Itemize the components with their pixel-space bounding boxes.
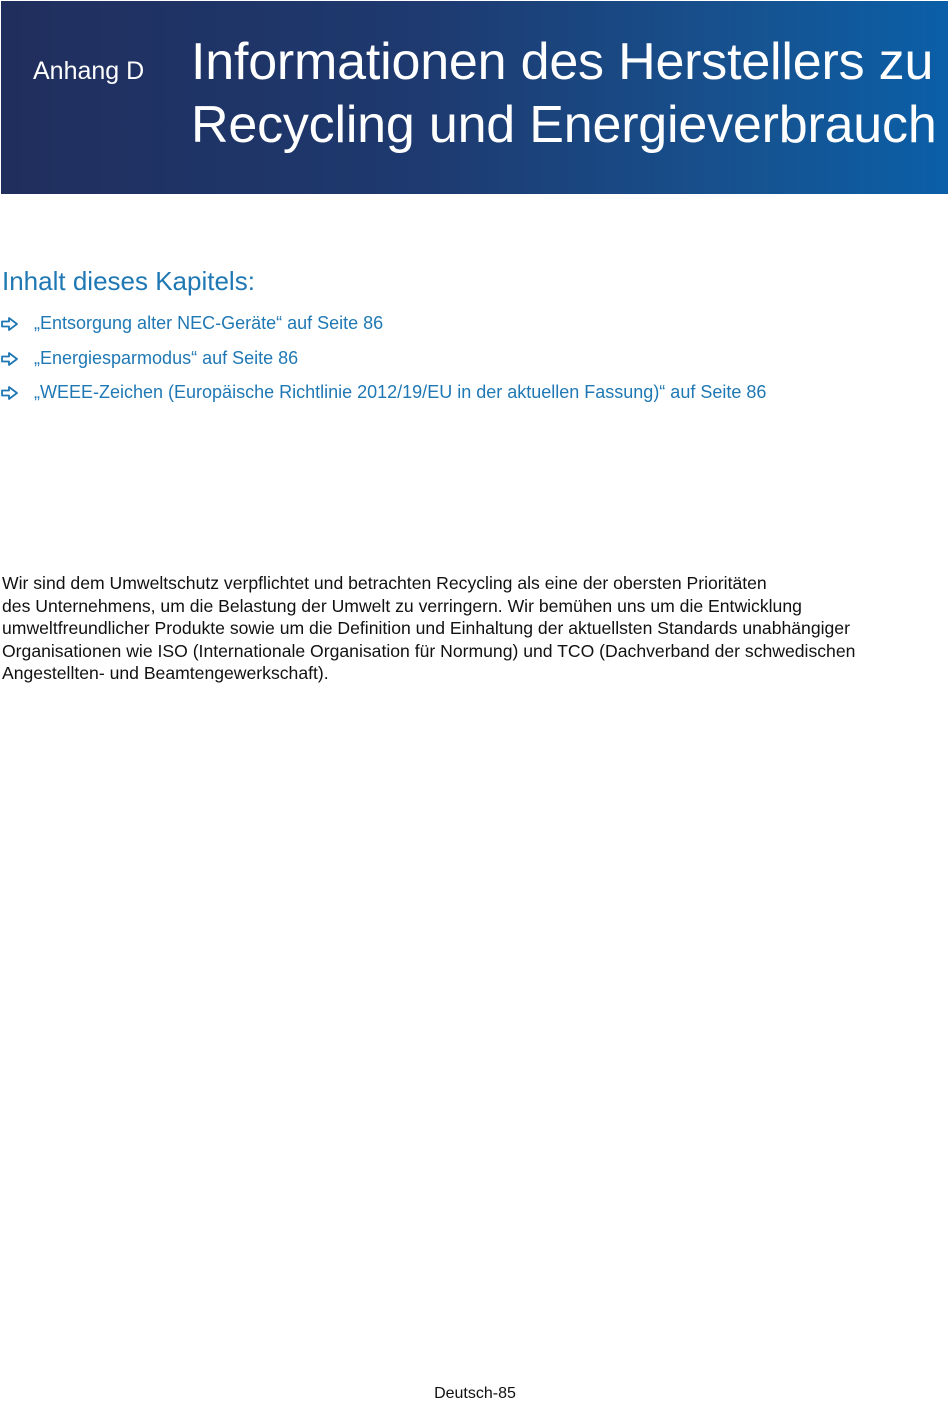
page-number: Deutsch-85 — [434, 1385, 516, 1402]
arrow-right-outline-icon — [0, 316, 20, 332]
chapter-header-banner — [1, 1, 948, 194]
toc-item[interactable] — [0, 379, 766, 414]
appendix-label: Anhang D — [33, 57, 145, 85]
toc-item[interactable] — [0, 345, 766, 380]
toc-item[interactable] — [0, 310, 766, 345]
toc-link-entsorgung[interactable]: „Entsorgung alter NEC-Geräte“ auf Seite 86 — [34, 313, 384, 333]
intro-line: Organisationen wie ISO (Internationale Organisation für Normung) und TCO (Dachverband der schwedischen — [2, 640, 856, 661]
intro-line: des Unternehmens, um die Belastung der Umwelt zu verringern. Wir bemühen uns um die Entwicklung — [2, 595, 802, 616]
chapter-title-line-2: Recycling und Energieverbrauch — [191, 96, 937, 154]
intro-line: Angestellten- und Beamtengewerkschaft). — [2, 663, 329, 683]
toc-link-weee[interactable]: „WEEE-Zeichen (Europäische Richtlinie 2012/19/EU in der aktuellen Fassung)“ auf Seite 86 — [34, 382, 767, 402]
chapter-title — [191, 31, 937, 157]
intro-line: umweltfreundlicher Produkte sowie um die Definition und Einhaltung der aktuellsten Standards unabhängiger — [2, 618, 850, 638]
intro-line: Wir sind dem Umweltschutz verpflichtet und betrachten Recycling als eine der obersten Prioritäten — [2, 573, 767, 593]
toc-list — [0, 310, 766, 414]
intro-paragraph — [2, 572, 937, 685]
arrow-right-outline-icon — [0, 351, 20, 367]
chapter-title-line-1: Informationen des Herstellers zu — [191, 33, 934, 91]
toc-heading: Inhalt dieses Kapitels: — [2, 266, 255, 296]
arrow-right-outline-icon — [0, 385, 20, 401]
toc-link-energiesparmodus[interactable]: „Energiesparmodus“ auf Seite 86 — [34, 347, 299, 368]
